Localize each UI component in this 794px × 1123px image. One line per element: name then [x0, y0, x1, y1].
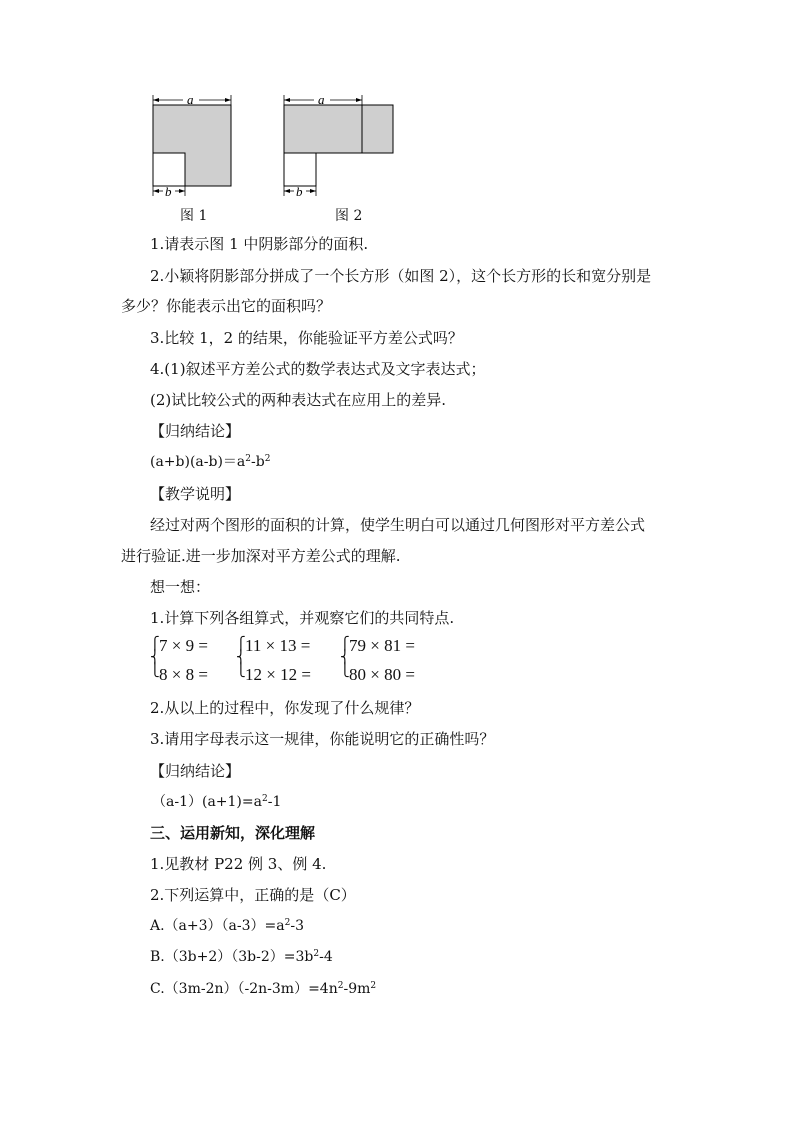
brace-icon: ⎧ ⎨ ⎩ [340, 637, 350, 678]
option-a [150, 916, 304, 936]
question-4-part-1: 4.(1)叙述平方差公式的数学表达式及文字表达式； [150, 360, 486, 378]
rule-question-2: 2.从以上的过程中，你发现了什么规律？ [150, 699, 420, 717]
small-square-b [284, 153, 316, 186]
option-b-base: B.（3b+2）（3b-2）=3b [150, 949, 314, 965]
calc-group-1-row-1: 7 × 9 = [159, 636, 208, 655]
section-3-heading: 三、运用新知，深化理解 [150, 824, 316, 842]
label-a: a [187, 92, 194, 107]
label-b: b [165, 184, 172, 199]
question-3: 3.比较 1，2 的结果，你能验证平方差公式吗？ [150, 329, 463, 347]
option-a-base: A.（a+3）（a-3）=a [150, 918, 285, 934]
teaching-line-1: 经过对两个图形的面积的计算，使学生明白可以通过几何图形对平方差公式 [150, 516, 646, 534]
option-c-exp-1: 2 [337, 981, 344, 991]
calc-group-2-row-1: 11 × 13 = [245, 636, 311, 655]
rectangle-left-part [284, 105, 362, 153]
exercise-2: 2.下列运算中，正确的是（C） [150, 886, 356, 904]
option-c-exp-2: 2 [370, 981, 377, 991]
calc-group-1-row-2: 8 × 8 = [159, 665, 208, 684]
figure-2-caption: 图 2 [335, 208, 363, 224]
question-4-part-2: (2)试比较公式的两种表达式在应用上的差异. [150, 391, 447, 409]
calc-group-2-row-2: 12 × 12 = [245, 665, 311, 684]
formula-1-base: (a+b)(a-b)＝a [150, 454, 246, 470]
teaching-line-2: 进行验证.进一步加深对平方差公式的理解. [121, 547, 401, 565]
option-a-end: -3 [290, 918, 304, 934]
formula-1-exp-2: 2 [264, 454, 271, 464]
formula-2-end: -1 [267, 794, 282, 810]
figure-1-diagram [145, 92, 280, 202]
rule-question-3: 3.请用字母表示这一规律，你能说明它的正确性吗？ [150, 730, 495, 748]
formula-1-mid: -b [251, 454, 265, 470]
formula-1 [150, 452, 270, 472]
think-heading: 想一想： [150, 578, 211, 596]
option-b-end: -4 [319, 949, 333, 965]
option-c [150, 979, 376, 999]
calc-instruction: 1.计算下列各组算式，并观察它们的共同特点. [150, 609, 455, 627]
calc-group-3-row-1: 79 × 81 = [349, 636, 415, 655]
option-a-exp: 2 [284, 918, 291, 928]
option-c-base: C.（3m-2n）（-2n-3m）=4n [150, 981, 338, 997]
calc-group-3-row-2: 80 × 80 = [349, 665, 415, 684]
formula-2 [152, 792, 281, 812]
option-b-exp: 2 [313, 949, 320, 959]
option-c-mid: -9m [343, 981, 371, 997]
rectangle-right-part [362, 105, 393, 153]
brace-icon: ⎧ ⎨ ⎩ [150, 637, 160, 678]
exercise-1: 1.见教材 P22 例 3、例 4. [150, 855, 327, 873]
small-square-b [153, 153, 185, 186]
question-2-line-1: 2.小颖将阴影部分拼成了一个长方形（如图 2），这个长方形的长和宽分别是 [150, 267, 652, 285]
brace-icon: ⎧ ⎨ ⎩ [236, 637, 246, 678]
figure-1-caption: 图 1 [180, 208, 208, 224]
formula-2-base: （a-1）(a+1)=a [152, 794, 262, 810]
conclusion-heading-1: 【归纳结论】 [150, 422, 241, 440]
formula-2-exp: 2 [261, 794, 268, 804]
question-2-line-2: 多少？你能表示出它的面积吗？ [121, 297, 332, 315]
figure-2-diagram [276, 92, 411, 202]
option-b [150, 947, 333, 967]
formula-1-exp-1: 2 [245, 454, 252, 464]
teaching-heading: 【教学说明】 [150, 485, 241, 503]
label-b: b [296, 184, 303, 199]
label-a: a [318, 92, 325, 107]
conclusion-heading-2: 【归纳结论】 [150, 762, 241, 780]
question-1: 1.请表示图 1 中阴影部分的面积. [150, 235, 369, 253]
